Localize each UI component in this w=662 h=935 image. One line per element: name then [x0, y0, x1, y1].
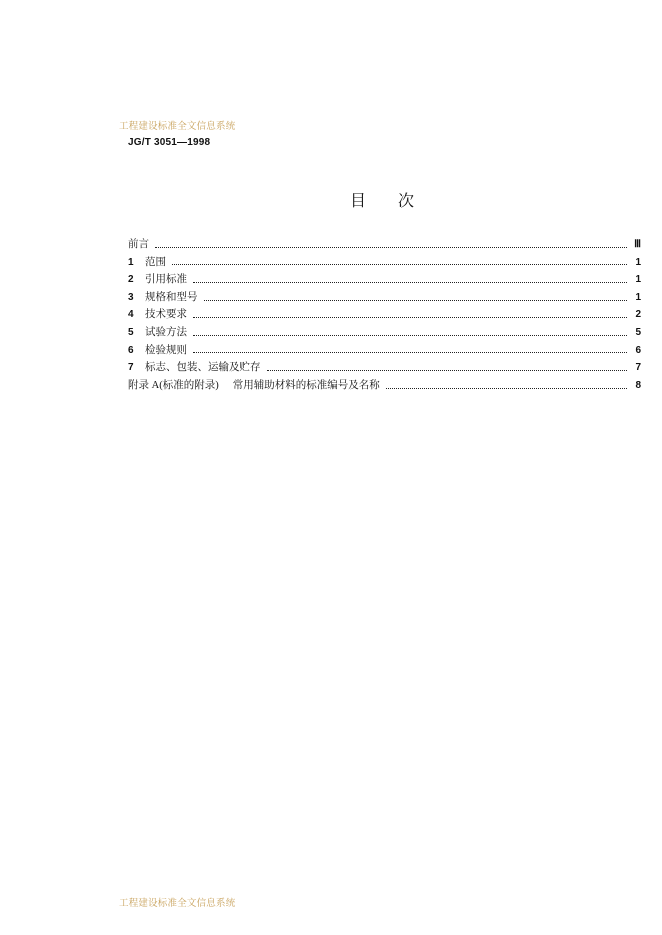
toc-leader-dots — [267, 369, 628, 371]
toc-number: 4 — [128, 309, 134, 321]
toc-leader-dots — [204, 299, 628, 301]
toc-entry-2[interactable] — [128, 271, 641, 289]
toc-label: 检验规则 — [145, 343, 187, 356]
toc-page-number: 1 — [635, 274, 641, 286]
toc-leader-dots — [193, 351, 627, 353]
toc-leader-dots — [155, 246, 627, 248]
appendix-title: 常用辅助材料的标准编号及名称 — [232, 378, 380, 391]
toc-label: 前言 — [128, 238, 149, 250]
toc-label: 范围 — [145, 255, 166, 268]
toc-leader-dots — [193, 281, 627, 283]
toc-number: 1 — [128, 256, 134, 268]
watermark-bottom: 工程建设标准全文信息系统 — [119, 898, 236, 909]
toc-number: 3 — [128, 291, 134, 303]
toc-label: 试验方法 — [145, 325, 187, 338]
toc-label: 规格和型号 — [145, 290, 198, 303]
page-title-char-2: 次 — [398, 191, 415, 210]
toc-page-number: Ⅲ — [634, 239, 641, 250]
toc-label: 标志、包装、运输及贮存 — [145, 361, 261, 374]
standard-code: JG/T 3051—1998 — [128, 137, 211, 148]
toc-page-number: 5 — [635, 326, 641, 338]
toc-number: 7 — [128, 362, 134, 374]
watermark-top: 工程建设标准全文信息系统 — [119, 121, 236, 132]
toc-entry-foreword[interactable] — [128, 236, 641, 254]
toc-label — [128, 377, 384, 395]
toc-label: 引用标准 — [145, 273, 187, 286]
table-of-contents — [128, 236, 641, 394]
toc-number: 2 — [128, 274, 134, 286]
toc-leader-dots — [172, 263, 627, 265]
toc-entry-3[interactable] — [128, 289, 641, 307]
toc-page-number: 7 — [635, 362, 641, 374]
toc-entry-4[interactable] — [128, 306, 641, 324]
toc-number: 5 — [128, 326, 134, 338]
toc-entry-7[interactable] — [128, 359, 641, 377]
toc-page-number: 1 — [635, 256, 641, 268]
toc-leader-dots — [193, 334, 627, 336]
toc-number: 6 — [128, 344, 134, 356]
toc-page-number: 6 — [635, 344, 641, 356]
page-title — [350, 188, 414, 211]
toc-label: 技术要求 — [145, 308, 187, 321]
toc-page-number: 1 — [635, 291, 641, 303]
toc-entry-6[interactable] — [128, 342, 641, 360]
toc-entry-appendix-a[interactable] — [128, 377, 641, 395]
appendix-prefix: 附录 A(标准的附录) — [128, 379, 219, 391]
toc-page-number: 8 — [635, 379, 641, 391]
toc-entry-1[interactable] — [128, 254, 641, 272]
toc-page-number: 2 — [635, 309, 641, 321]
toc-leader-dots — [386, 387, 627, 389]
toc-entry-5[interactable] — [128, 324, 641, 342]
toc-leader-dots — [193, 316, 627, 318]
page-title-char-1: 目 — [350, 191, 367, 210]
